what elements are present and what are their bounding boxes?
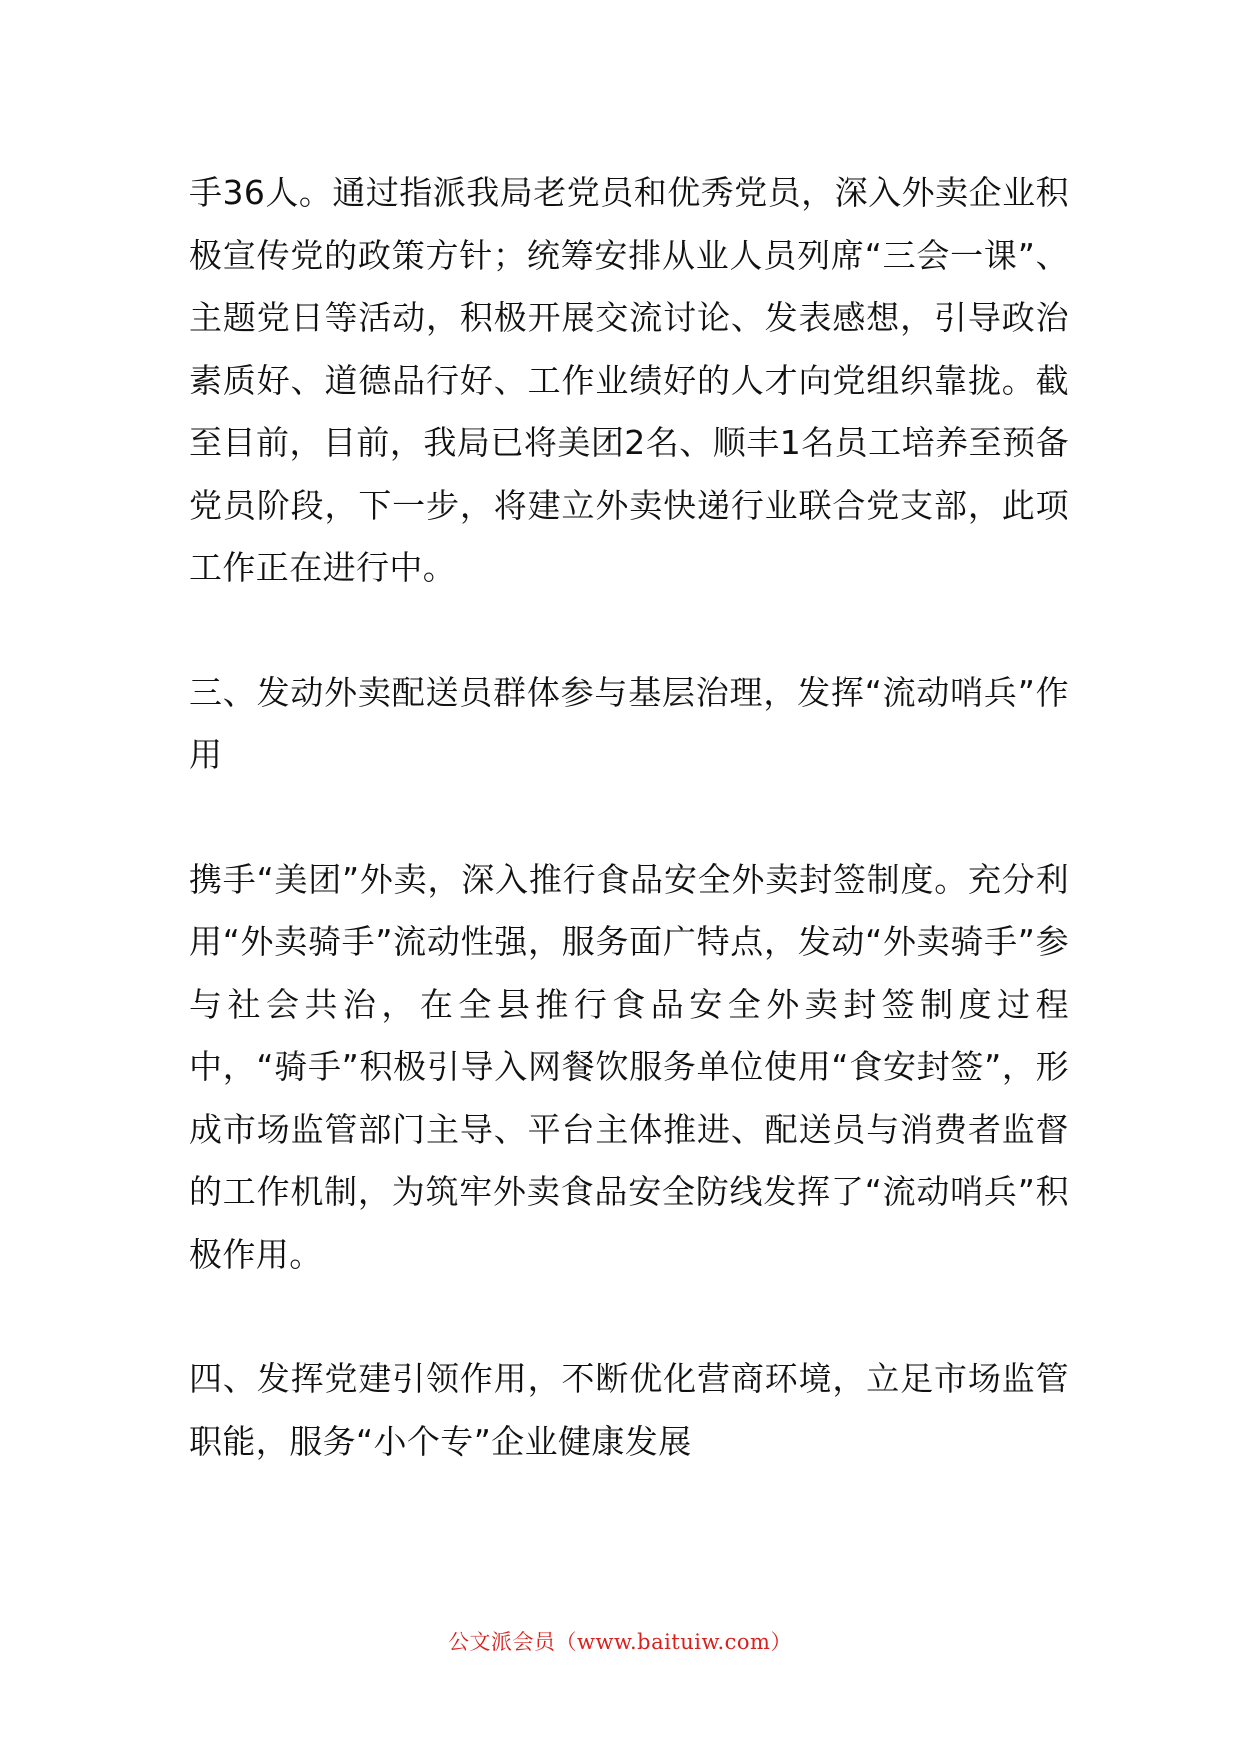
- section-heading-three: 三、发动外卖配送员群体参与基层治理，发挥“流动哨兵”作用: [189, 672, 1069, 774]
- paragraph-spacer: [189, 787, 1069, 849]
- paragraph-spacer: [189, 1286, 1069, 1348]
- footer-watermark: 公文派会员（www.baituiw.com）: [448, 1630, 792, 1654]
- document-body: [189, 162, 1069, 1473]
- paragraph-spacer: [189, 600, 1069, 662]
- paragraph-party-members: 手36人。通过指派我局老党员和优秀党员，深入外卖企业积极宣传党的政策方针；统筹安排从业人员列席“三会一课”、主题党日等活动，积极开展交流讨论、发表感想，引导政治素质好、道德品行好、工作业绩好的人才向党组织靠拢。截至目前，目前，我局已将美团2名、顺丰1名员工培养至预备党员阶段，下一步，将建立外卖快递行业联合党支部，此项工作正在进行中。: [189, 173, 1069, 587]
- section-heading-four: 四、发挥党建引领作用，不断优化营商环境，立足市场监管职能，服务“小个专”企业健康发展: [189, 1359, 1069, 1461]
- paragraph-meituan-seal: 携手“美团”外卖，深入推行食品安全外卖封签制度。充分利用“外卖骑手”流动性强，服务面广特点，发动“外卖骑手”参与社会共治，在全县推行食品安全外卖封签制度过程中，“骑手”积极引导入网餐饮服务单位使用“食安封签”，形成市场监管部门主导、平台主体推进、配送员与消费者监督的工作机制，为筑牢外卖食品安全防线发挥了“流动哨兵”积极作用。: [189, 859, 1069, 1274]
